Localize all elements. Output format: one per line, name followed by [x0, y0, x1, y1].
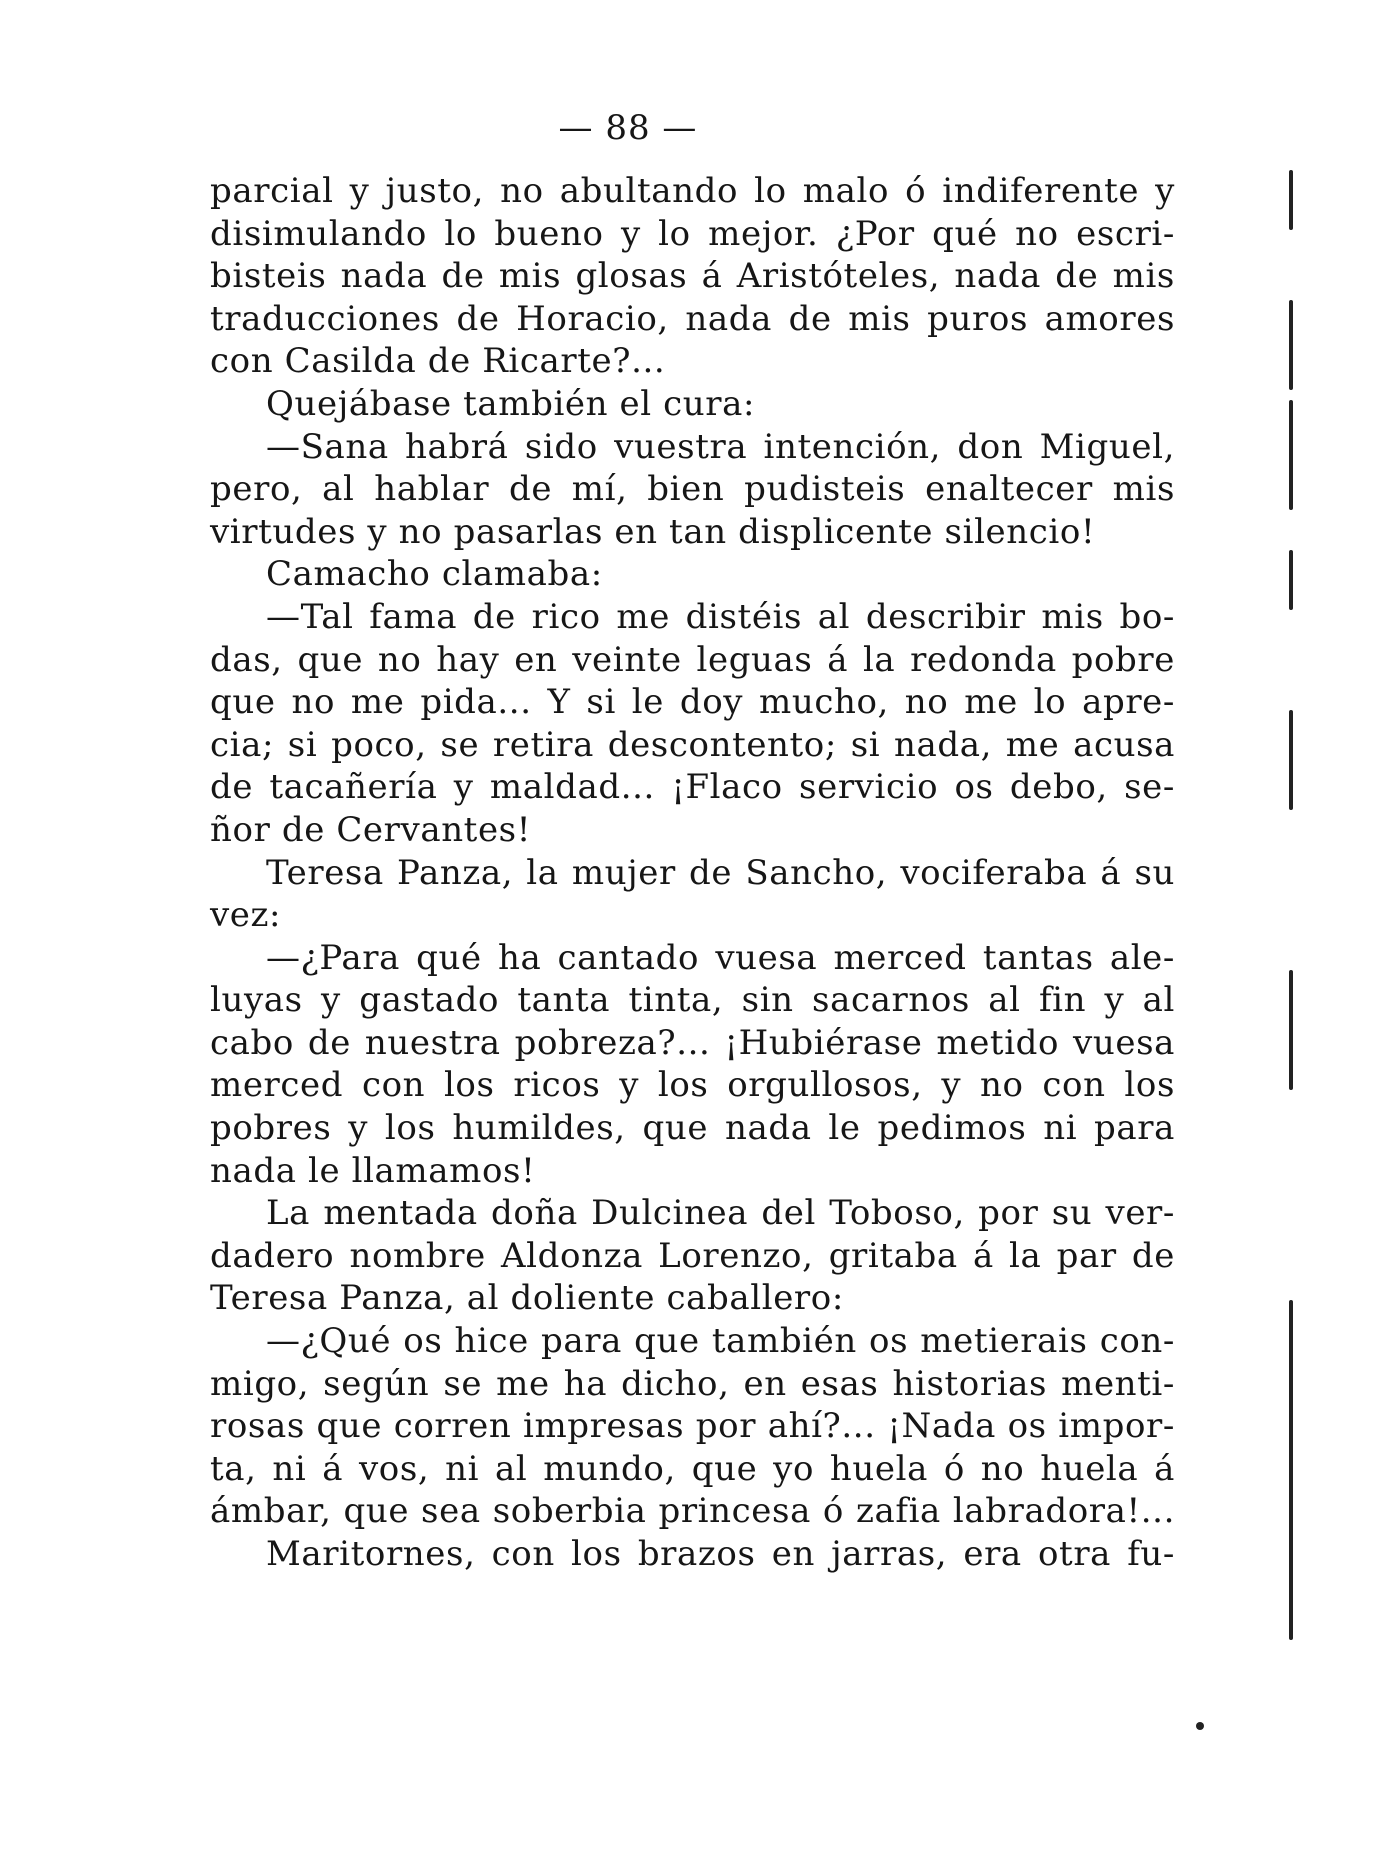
text-line: nada le llamamos! — [210, 1150, 536, 1191]
binding-shadow — [1286, 150, 1296, 1670]
text-line: —Sana habrá sido vuestra intención, don Miguel, — [266, 426, 1175, 467]
text-line: Teresa Panza, la mujer de Sancho, vociferaba á su — [266, 852, 1175, 893]
text-line: migo, según se me ha dicho, en esas historias menti- — [210, 1363, 1175, 1404]
text-line: traducciones de Horacio, nada de mis puros amores — [210, 298, 1175, 339]
text-line: pero, al hablar de mí, bien pudisteis enaltecer mis — [210, 469, 1175, 510]
text-line: disimulando lo bueno y lo mejor. ¿Por qué no escri- — [210, 213, 1175, 254]
text-line: pobres y los humildes, que nada le pedimos ni para — [210, 1108, 1175, 1149]
text-line: de tacañería y maldad... ¡Flaco servicio os debo, se- — [210, 767, 1175, 808]
text-line: —Tal fama de rico me distéis al describir mis bo- — [266, 596, 1175, 637]
text-line: ñor de Cervantes! — [210, 809, 531, 850]
text-line: ta, ni á vos, ni al mundo, que yo huela ó no huela á — [210, 1448, 1175, 1489]
text-line: das, que no hay en veinte leguas á la redonda pobre — [210, 639, 1175, 680]
text-line: —¿Para qué ha cantado vuesa merced tantas ale- — [266, 937, 1175, 978]
text-line: Quejábase también el cura: — [266, 383, 756, 424]
text-line: —¿Qué os hice para que también os metierais con- — [266, 1321, 1175, 1362]
text-line: bisteis nada de mis glosas á Aristóteles, nada de mis — [210, 256, 1175, 297]
text-line: rosas que corren impresas por ahí?... ¡Nada os impor- — [210, 1406, 1175, 1447]
text-line: merced con los ricos y los orgullosos, y no con los — [210, 1065, 1175, 1106]
text-line: parcial y justo, no abultando lo malo ó indiferente y — [210, 171, 1175, 211]
text-line: virtudes y no pasarlas en tan displicente silencio! — [210, 511, 1096, 552]
text-line: dadero nombre Aldonza Lorenzo, gritaba á la par de — [210, 1235, 1175, 1276]
page-number: — 88 — — [558, 108, 698, 148]
text-line: ámbar, que sea soberbia princesa ó zafia labradora!... — [210, 1491, 1175, 1532]
text-line: luyas y gastado tanta tinta, sin sacarnos al fin y al — [210, 980, 1175, 1021]
text-line: Teresa Panza, al doliente caballero: — [210, 1278, 844, 1319]
text-line: con Casilda de Ricarte?... — [210, 341, 666, 382]
text-line: que no me pida... Y si le doy mucho, no me lo apre- — [210, 682, 1175, 723]
ink-speck — [1196, 1722, 1204, 1730]
text-line: Maritornes, con los brazos en jarras, era otra fu- — [266, 1534, 1175, 1574]
text-line: Camacho clamaba: — [266, 554, 603, 595]
text-line: cia; si poco, se retira descontento; si nada, me acusa — [210, 724, 1175, 765]
text-line: cabo de nuestra pobreza?... ¡Hubiérase metido vuesa — [210, 1022, 1175, 1063]
text-line: La mentada doña Dulcinea del Toboso, por su ver- — [266, 1193, 1175, 1234]
body-text — [210, 170, 1175, 1576]
text-line: vez: — [210, 895, 282, 936]
